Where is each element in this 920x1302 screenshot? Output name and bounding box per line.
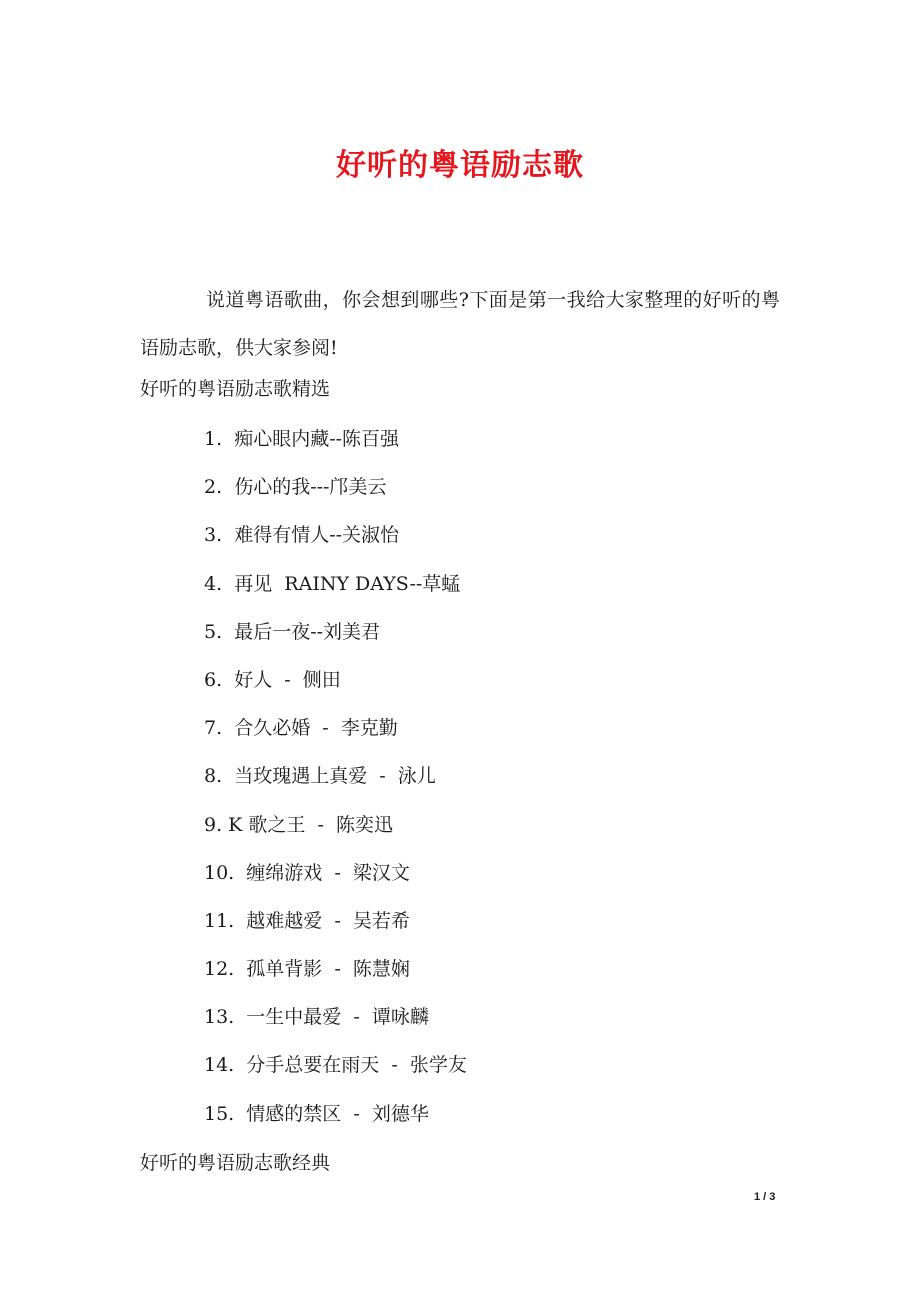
list-item: 11. 越难越爱 - 吴若希 (204, 909, 410, 932)
list-item: 13. 一生中最爱 - 谭咏麟 (204, 1006, 429, 1029)
section-heading-selected: 好听的粤语励志歌精选 (140, 378, 331, 400)
list-item: 7. 合久必婚 - 李克勤 (204, 717, 398, 740)
list-item: 15. 情感的禁区 - 刘德华 (204, 1102, 429, 1125)
list-item: 6. 好人 - 侧田 (204, 668, 341, 691)
list-item: 9. K 歌之王 - 陈奕迅 (204, 813, 393, 836)
intro-paragraph: 说道粤语歌曲，你会想到哪些?下面是第一我给大家整理的好听的粤语励志歌，供大家参阅! (140, 289, 780, 359)
list-item: 14. 分手总要在雨天 - 张学友 (204, 1054, 467, 1077)
list-item: 10. 缠绵游戏 - 梁汉文 (204, 861, 410, 884)
list-item: 3. 难得有情人--关淑怡 (204, 524, 400, 547)
list-item: 1. 痴心眼内藏--陈百强 (204, 428, 400, 450)
document-title: 好听的粤语励志歌 (336, 148, 584, 183)
page-indicator: 1 / 3 (754, 1191, 776, 1203)
list-item: 5. 最后一夜--刘美君 (204, 620, 381, 643)
list-item: 2. 伤心的我---邝美云 (204, 476, 387, 499)
list-item: 8. 当玫瑰遇上真爱 - 泳儿 (204, 765, 436, 788)
list-item: 12. 孤单背影 - 陈慧娴 (204, 958, 410, 981)
song-list (204, 424, 467, 1147)
section-heading-classic: 好听的粤语励志歌经典 (140, 1152, 331, 1174)
list-item: 4. 再见 RAINY DAYS--草蜢 (204, 572, 461, 595)
